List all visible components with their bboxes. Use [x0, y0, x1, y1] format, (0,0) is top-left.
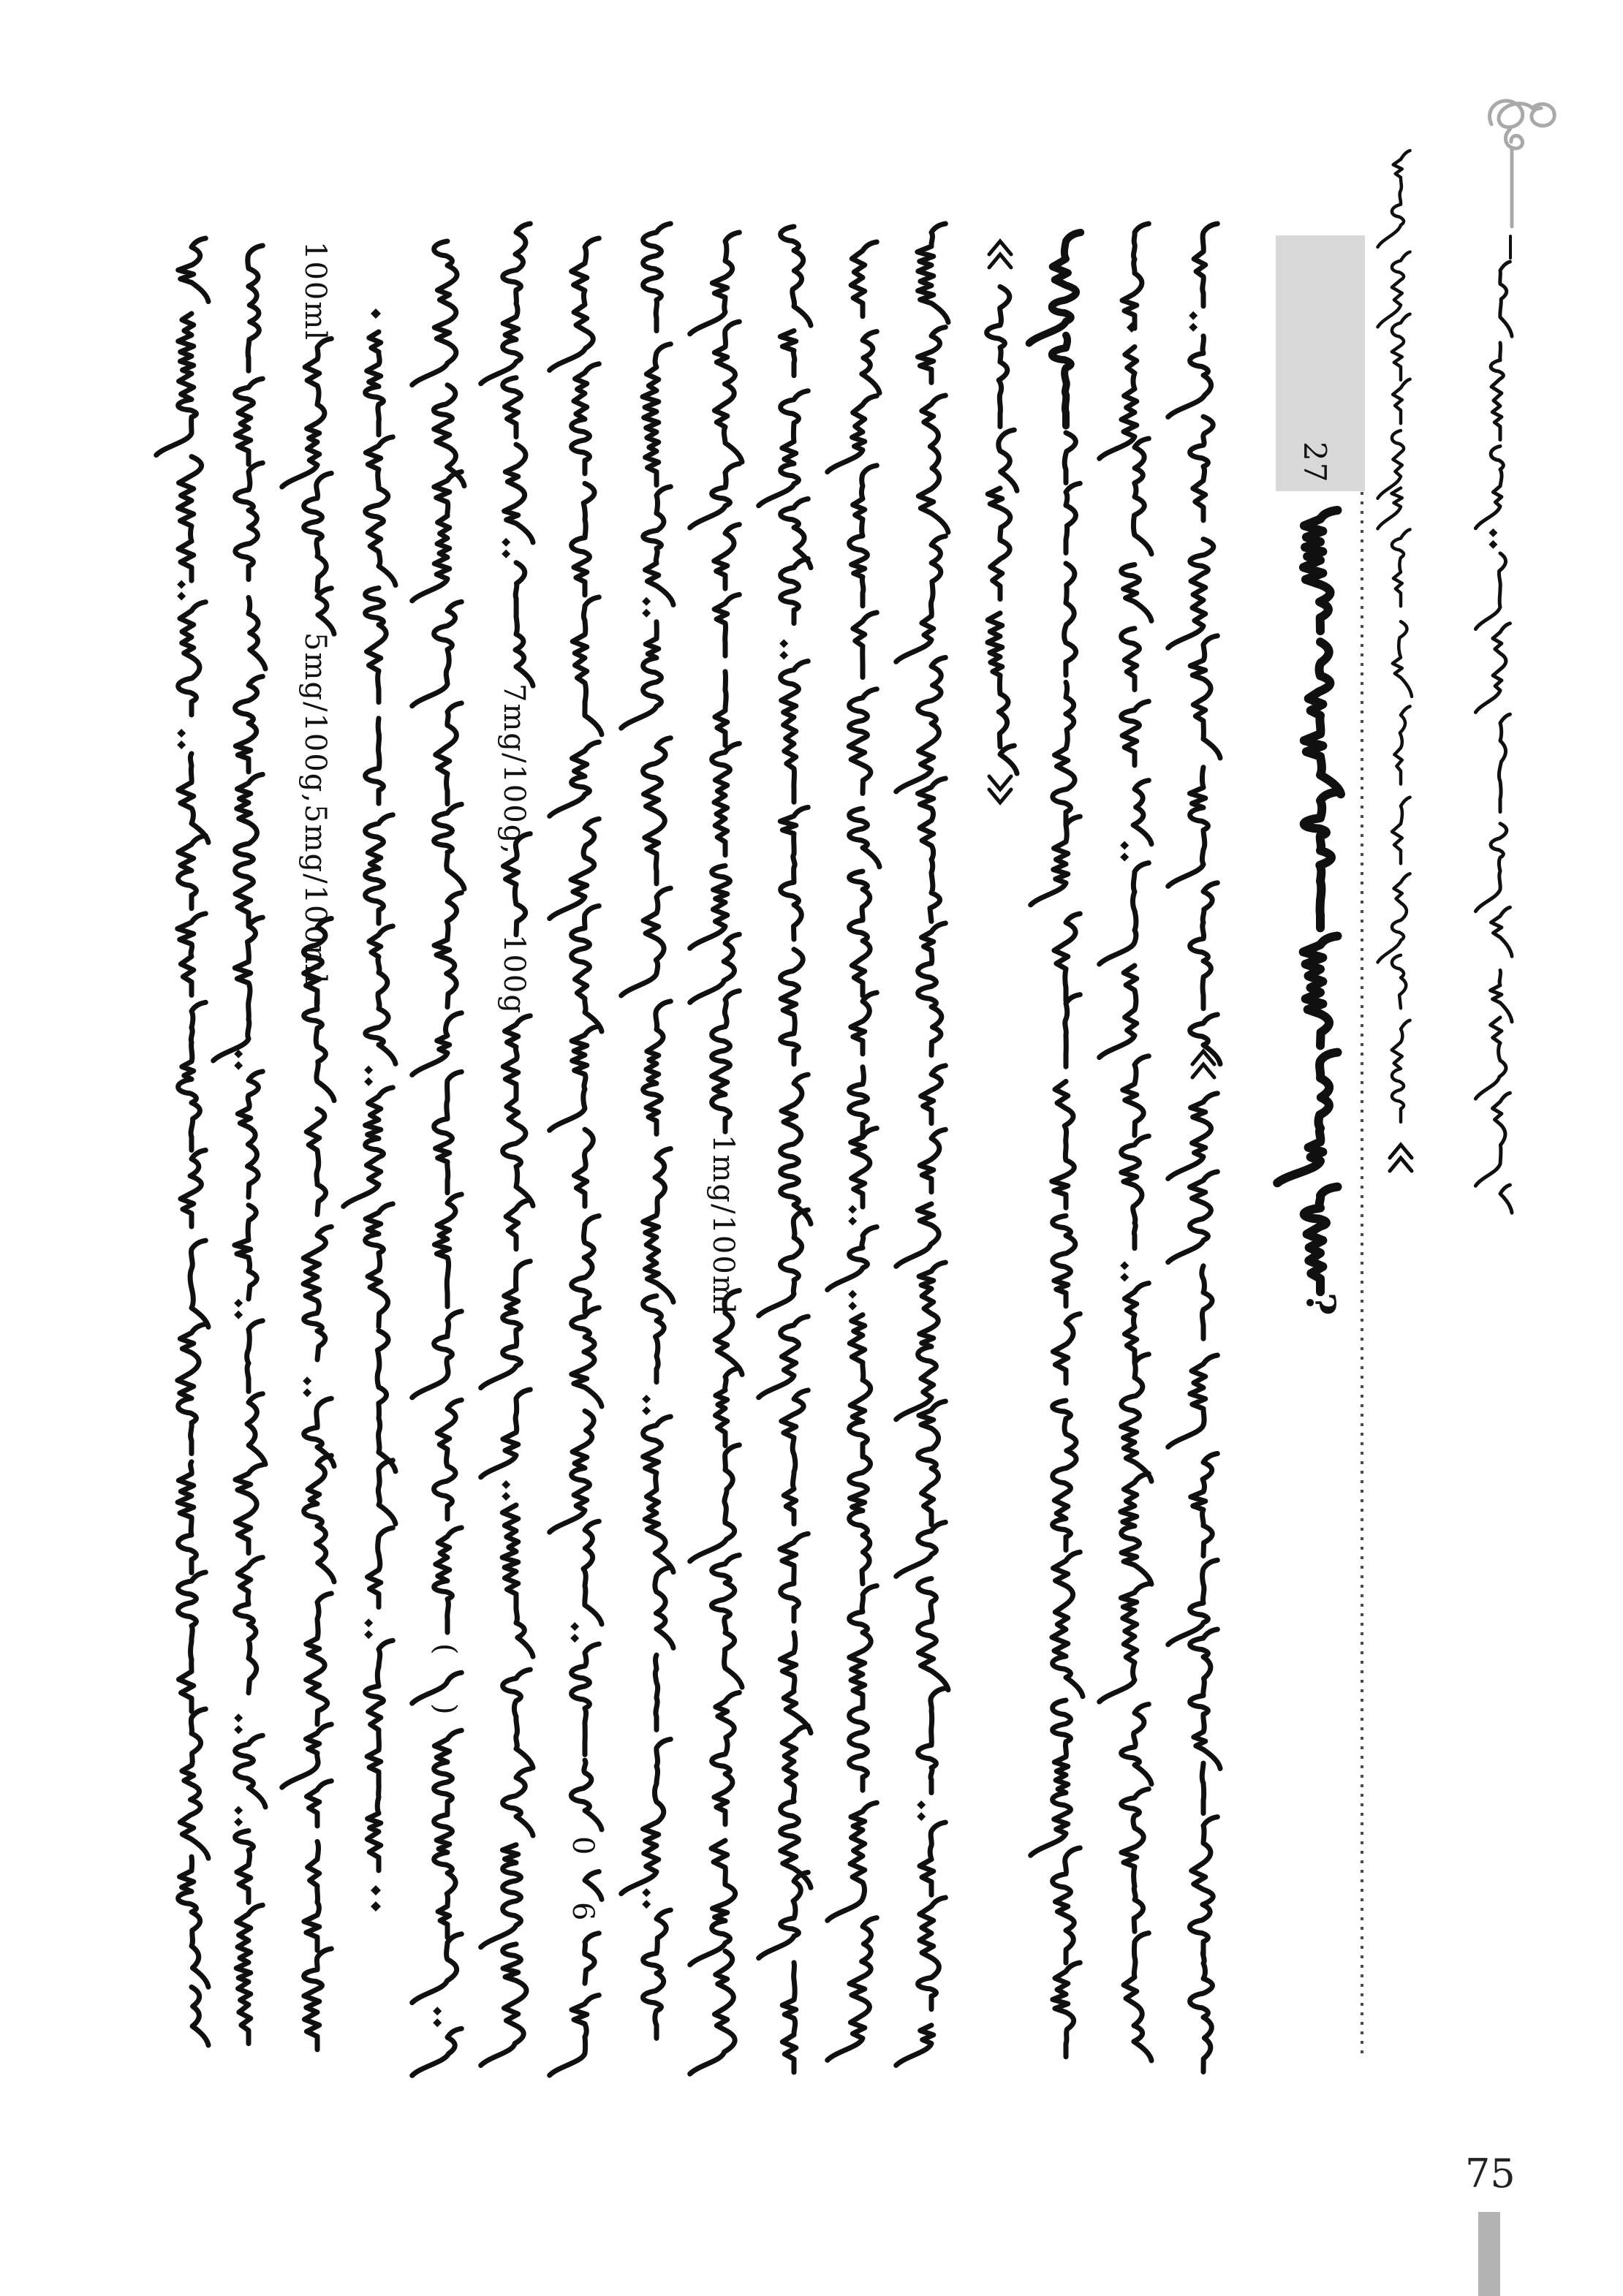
double-angle-open-mark — [1390, 1145, 1412, 1171]
inline-latin-fragment: 1mg/100ml — [706, 1134, 740, 1316]
mongolian-script-column — [234, 1050, 243, 1827]
lesson-number-box — [1276, 235, 1365, 491]
mongolian-script-column — [344, 332, 396, 1871]
double-angle-close-mark — [989, 776, 1011, 803]
inline-latin-fragment: 100g — [497, 934, 531, 1015]
footer-bar — [1478, 2212, 1500, 2296]
mongolian-script-column — [1029, 232, 1081, 426]
double-angle-open-mark — [989, 241, 1011, 268]
mongolian-script-column — [987, 287, 1017, 773]
inline-latin-fragment: 6 — [566, 1902, 599, 1922]
mongolian-script-column — [1378, 151, 1412, 1122]
inline-latin-fragment: 7mg/100g, — [497, 683, 531, 856]
inline-latin-fragment: 100ml — [298, 241, 332, 342]
mongolian-script-column — [1168, 224, 1220, 2072]
mongolian-script-column — [1100, 224, 1151, 2061]
double-angle-open-mark — [1192, 1051, 1214, 1077]
lesson-number: 27 — [1297, 442, 1333, 484]
mongolian-script-column — [1277, 510, 1341, 1292]
mongolian-script-column — [1488, 528, 1497, 549]
mongolian-script-column — [1475, 262, 1512, 1213]
mongolian-script-column — [156, 238, 208, 2045]
inline-latin-fragment: ) — [428, 1703, 462, 1716]
mongolian-script-column — [433, 2007, 442, 2027]
inline-latin-fragment: ( — [428, 1643, 462, 1656]
mongolian-script-column — [621, 224, 673, 2038]
double-dot-mark — [371, 1885, 381, 1912]
mongolian-script-column — [917, 1800, 926, 1821]
mongolian-script-column — [282, 338, 334, 2050]
diamond-dot-mark — [371, 308, 381, 319]
mongolian-script-column — [213, 246, 265, 2044]
page-number: 75 — [1465, 2151, 1516, 2197]
mongolian-script-column — [570, 1622, 579, 1643]
knot-flourish-icon — [1489, 101, 1554, 227]
mongolian-script-column — [1031, 433, 1083, 2057]
mongolian-script-column — [896, 224, 948, 2066]
mongolian-script-column — [550, 238, 602, 2075]
mongolian-script-column — [759, 227, 811, 2072]
mongolian-script-column — [481, 224, 533, 2066]
inline-latin-fragment: 0 — [566, 1836, 599, 1857]
mongolian-script-column — [1120, 841, 1129, 1281]
mongolian-script-column — [828, 242, 879, 2060]
inline-latin-fragment: 5mg/100g,5mg/100ml — [298, 632, 332, 985]
mongolian-script-column — [779, 639, 788, 659]
mongolian-script-column — [303, 1376, 311, 1397]
title-question-mark: ? — [1298, 1292, 1344, 1316]
mongolian-script-column — [1189, 311, 1198, 332]
mongolian-script-column — [412, 241, 464, 2075]
mongolian-script-column — [177, 580, 186, 749]
